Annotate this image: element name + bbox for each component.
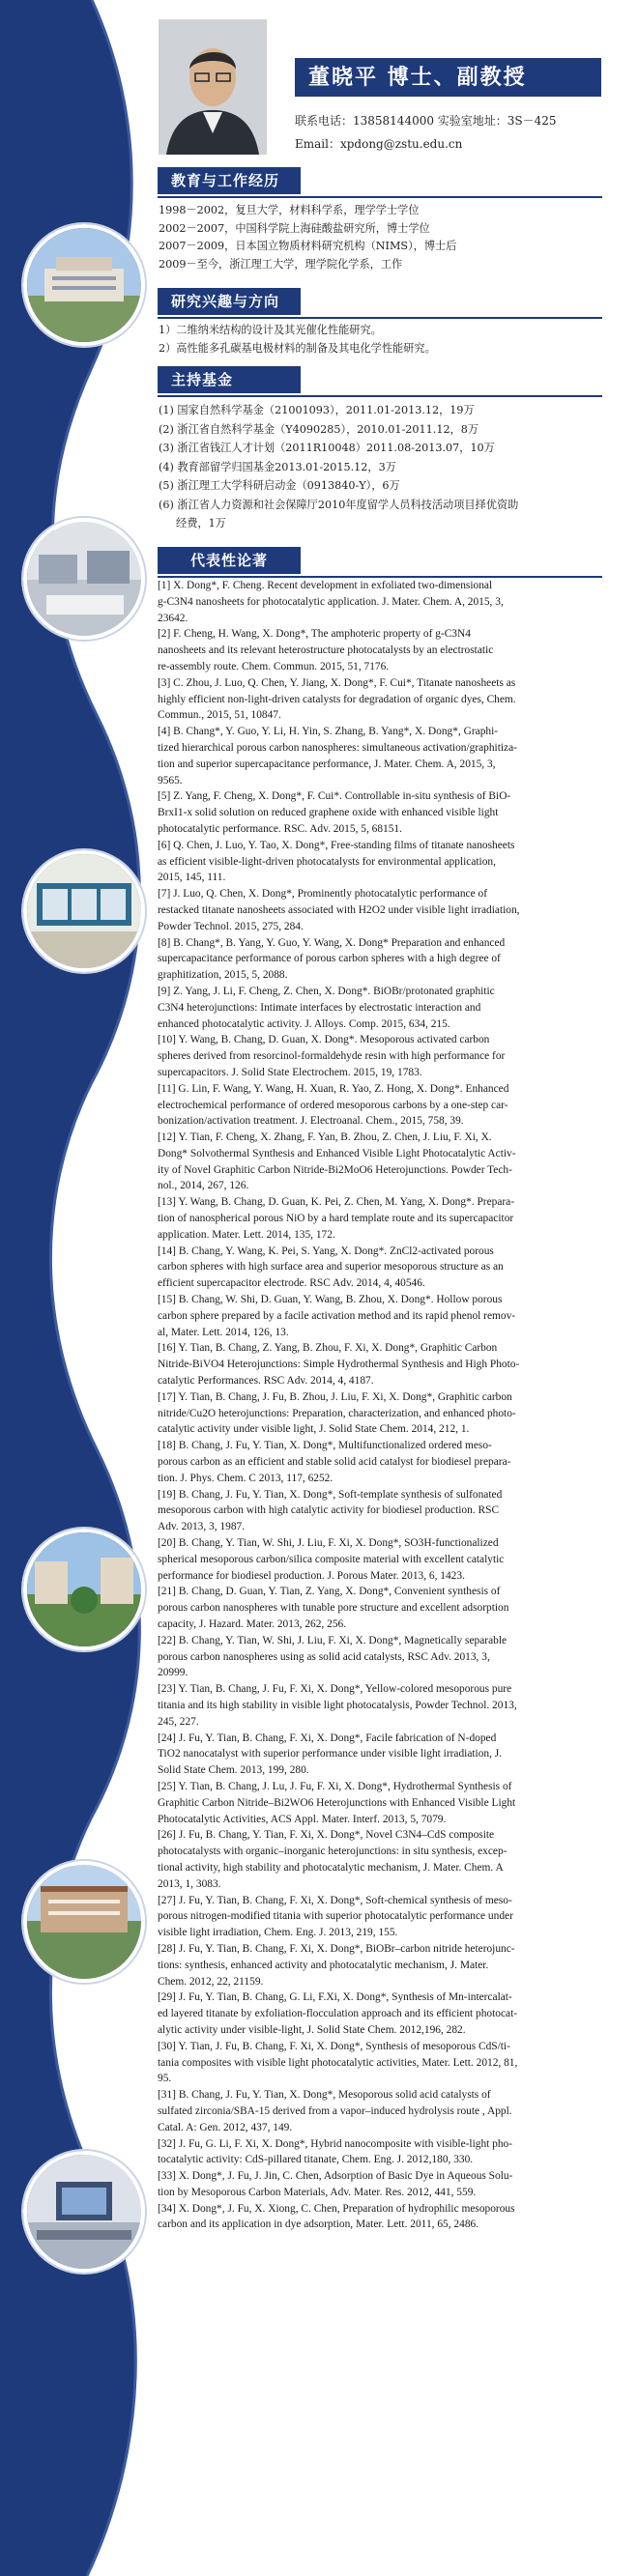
campus-photo-6 (23, 2151, 145, 2273)
publication-line: as efficient visible-light-driven photocatalysts for environmental application, (158, 855, 496, 868)
publication-line: Chem. 2012, 22, 21159. (158, 1975, 264, 1988)
publication-line: mesoporous carbon with high catalytic activity for biodiesel production. RSC (158, 1504, 500, 1517)
publication-line: [4] B. Chang*, Y. Guo, Y. Li, H. Yin, S. Zhang, B. Yang*, X. Dong*, Graphi- (158, 726, 499, 738)
publication-line: tion and superior supercapacitance performance, J. Mater. Chem. A, 2015, 3, (158, 758, 496, 770)
publication-line: [6] Q. Chen, J. Luo, Y. Tao, X. Dong*, Free-standing films of titanate nanosheets (158, 839, 515, 851)
publication-entry (158, 2168, 603, 2201)
publication-line: Solid State Chem. 2013, 199, 280. (158, 1764, 309, 1777)
publication-entry (158, 1032, 603, 1080)
publication-line: catalytic Performances. RSC Adv. 2014, 4, 4187. (158, 1375, 374, 1388)
publication-line: [15] B. Chang, W. Shi, D. Guan, Y. Wang, B. Zhou, X. Dong*. Hollow porous (158, 1294, 503, 1306)
publication-line: Photocatalytic Activities, ACS Appl. Mater. Interf. 2013, 5, 7079. (158, 1813, 447, 1825)
portrait-photo (159, 19, 267, 155)
education-item: 2009－至今，浙江理工大学，理学院化学系，工作 (159, 257, 403, 271)
publication-entry (158, 1081, 603, 1130)
publication-line: BrxI1-x solid solution on reduced graphene oxide with enhanced visible light (158, 807, 499, 819)
publication-entry (158, 1487, 603, 1535)
section-funding-title: 主持基金 (158, 366, 301, 393)
publication-line: [14] B. Chang, Y. Wang, K. Pei, S. Yang, X. Dong*. ZnCl2-activated porous (158, 1245, 494, 1257)
publication-line: [28] J. Fu, Y. Tian, B. Chang, F. Xi, X. Dong*, BiOBr–carbon nitride heterojunc- (158, 1942, 515, 1955)
publication-line: Graphitic Carbon Nitride–Bi2WO6 Heterojunctions with Enhanced Visible Light (158, 1796, 516, 1809)
publication-line: [19] B. Chang, J. Fu, Y. Tian, X. Dong*, Soft-template synthesis of sulfonated (158, 1488, 503, 1501)
publication-line: 2015, 145, 111. (158, 872, 226, 884)
education-item: 1998－2002，复旦大学，材料科学系，理学学士学位 (159, 204, 420, 216)
publication-line: capacity, J. Hazard. Mater. 2013, 262, 256. (158, 1618, 347, 1630)
publication-entry (158, 1633, 603, 1681)
publication-line: [8] B. Chang*, B. Yang, Y. Guo, Y. Wang, X. Dong* Preparation and enhanced (158, 936, 506, 949)
publication-entry (158, 1681, 603, 1730)
publication-line: [9] Z. Yang, J. Li, F. Cheng, Z. Chen, X. Dong*. BiOBr/protonated graphitic (158, 985, 495, 997)
publication-line: 9565. (158, 774, 183, 787)
publication-entry (158, 675, 603, 724)
section-education-title: 教育与工作经历 (158, 167, 301, 194)
publication-line: [25] Y. Tian, B. Chang, J. Lu, J. Fu, F. Xi, X. Dong*, Hydrothermal Synthesis of (158, 1780, 512, 1792)
publication-line: [18] B. Chang, J. Fu, Y. Tian, X. Dong*, Multifunctionalized ordered meso- (158, 1440, 492, 1452)
publication-line: [27] J. Fu, Y. Tian, B. Chang, F. Xi, X. Dong*, Soft-chemical synthesis of meso- (158, 1894, 512, 1906)
publication-entry (158, 984, 603, 1032)
publication-list (158, 578, 603, 2233)
publication-line: al, Mater. Lett. 2014, 126, 13. (158, 1326, 289, 1338)
publication-line: Catal. A: Gen. 2012, 437, 149. (158, 2121, 293, 2133)
publication-line: tized hierarchical porous carbon nanospheres: simultaneous activation/graphitiza- (158, 741, 517, 754)
publication-entry (158, 1941, 603, 1989)
publication-line: [31] B. Chang, J. Fu, Y. Tian, X. Dong*, Mesoporous solid acid catalysts of (158, 2089, 491, 2102)
publication-entry (158, 1893, 603, 1941)
publication-line: sulfated zirconia/SBA-15 derived from a vapor–induced hydrolysis route , Appl. (158, 2104, 512, 2117)
publication-line: electrochemical performance of ordered mesoporous carbons by a one-step car- (158, 1099, 508, 1111)
contact-phone-address: 联系电话：13858144000 实验室地址：3S－425 (295, 114, 557, 128)
publication-line: carbon and its application in dye adsorption, Mater. Lett. 2011, 65, 2486. (158, 2218, 479, 2231)
publication-line: supercapacitors. J. Solid State Electrochem. 2015, 19, 1783. (158, 1066, 422, 1078)
funding-item: (2) 浙江省自然科学基金（Y4090285），2010.01-2011.12，8万 (159, 422, 479, 436)
education-list (159, 202, 601, 273)
publication-line: [17] Y. Tian, B. Chang, J. Fu, B. Zhou, J. Liu, F. Xi, X. Dong*, Graphitic carbon (158, 1390, 512, 1403)
name-title-banner: 董晓平 博士、副教授 (295, 58, 601, 97)
publication-line: [11] G. Lin, F. Wang, Y. Wang, H. Xuan, R. Yao, Z. Hong, X. Dong*. Enhanced (158, 1082, 509, 1095)
section-publications-title: 代表性论著 (158, 547, 301, 574)
publication-entry (158, 2136, 603, 2169)
funding-item: (1) 国家自然科学基金（21001093），2011.01-2013.12，19万 (159, 404, 475, 416)
publication-line: porous carbon as an efficient and stable solid acid catalyst for biodiesel prepara- (158, 1456, 511, 1469)
publication-line: nanosheets and its relevant heterostructure photocatalysts by an electrostatic (158, 644, 494, 657)
publication-line: [16] Y. Tian, B. Chang, Z. Yang, B. Zhou, F. Xi, X. Dong*, Graphitic Carbon (158, 1342, 498, 1355)
publication-line: re-assembly route. Chem. Commun. 2015, 51, 7176. (158, 660, 390, 673)
publication-line: Powder Technol. 2015, 275, 284. (158, 920, 304, 932)
publication-line: [3] C. Zhou, J. Luo, Q. Chen, Y. Jiang, X. Dong*, F. Cui*, Titanate nanosheets as (158, 676, 516, 689)
campus-photo-1 (23, 224, 145, 346)
publication-line: porous nitrogen-modified titania with superior photocatalytic performance under (158, 1910, 513, 1923)
publication-line: [30] Y. Tian, J. Fu, B. Chang, F. Xi, X. Dong*, Synthesis of mesoporous CdS/ti- (158, 2040, 510, 2052)
publication-entry (158, 1438, 603, 1486)
publication-line: nol., 2014, 267, 126. (158, 1180, 249, 1192)
publication-line: Adv. 2013, 3, 1987. (158, 1521, 246, 1533)
publication-entry (158, 2087, 603, 2135)
publication-line: titania and its high stability in visible light photocatalysis, Powder Technol. 2013, (158, 1699, 517, 1711)
section-education (158, 167, 602, 198)
publication-line: Dong* Solvothermal Synthesis and Enhanced Visible Light Photocatalytic Activ- (158, 1147, 516, 1159)
publication-line: [29] J. Fu, Y. Tian, B. Chang, G. Li, F.Xi, X. Dong*, Synthesis of Mn-intercalat- (158, 1991, 512, 2004)
publication-line: [10] Y. Wang, B. Chang, D. Guan, X. Dong*. Mesoporous activated carbon (158, 1034, 490, 1046)
section-research-title: 研究兴趣与方向 (158, 288, 301, 315)
publication-line: TiO2 nanocatalyst with superior performance under visible light irradiation, J. (158, 1748, 503, 1760)
publication-line: 245, 227. (158, 1715, 199, 1728)
publication-line: visible light irradiation, Chem. Eng. J. 2013, 219, 155. (158, 1927, 398, 1939)
publication-entry (158, 935, 603, 984)
publication-entry (158, 2039, 603, 2087)
publication-entry (158, 1827, 603, 1892)
publication-line: [20] B. Chang, Y. Tian, W. Shi, J. Liu, F. Xi, X. Dong*, SO3H-functionalized (158, 1537, 499, 1550)
publication-line: [13] Y. Wang, B. Chang, D. Guan, K. Pei, Z. Chen, M. Yang, X. Dong*. Prepara- (158, 1196, 515, 1209)
publication-entry (158, 1584, 603, 1632)
publication-entry (158, 1779, 603, 1827)
publication-line: Nitride-BiVO4 Heterojunctions: Simple Hydrothermal Synthesis and High Photo- (158, 1359, 520, 1371)
publication-entry (158, 724, 603, 788)
publication-line: efficient supercapacitor electrode. RSC Adv. 2014, 4, 40546. (158, 1277, 425, 1290)
publication-line: C3N4 heterojunctions: Intimate interfaces by electrostatic interaction and (158, 1001, 481, 1014)
publication-entry (158, 1989, 603, 2038)
publication-entry (158, 1194, 603, 1243)
education-item: 2007－2009，日本国立物质材料研究机构（NIMS），博士后 (159, 240, 457, 252)
publication-entry (158, 1731, 603, 1779)
publication-line: highly efficient non-light-driven catalysts for degradation of organic dyes, Chem. (158, 693, 516, 705)
publication-line: tions: synthesis, enhanced activity and photocatalytic mechanism, J. Mater. (158, 1959, 489, 1971)
publication-line: [33] X. Dong*, J. Fu, J. Jin, C. Chen, Adsorption of Basic Dye in Aqueous Solu- (158, 2170, 513, 2183)
publication-entry (158, 838, 603, 886)
publication-line: [12] Y. Tian, F. Cheng, X. Zhang, F. Yan, B. Zhou, Z. Chen, J. Liu, F. Xi, X. (158, 1131, 492, 1144)
publication-line: tional activity, high stability and photocatalytic mechanism, J. Mater. Chem. A (158, 1861, 504, 1874)
funding-item: (5) 浙江理工大学科研启动金（0913840-Y），6万 (159, 479, 400, 492)
funding-item: (6) 浙江省人力资源和社会保障厅2010年度留学人员科技活动项目择优资助 (159, 498, 519, 511)
publication-entry (158, 788, 603, 837)
publication-line: [24] J. Fu, Y. Tian, B. Chang, F. Xi, X. Dong*, Facile fabrication of N-doped (158, 1732, 497, 1744)
publication-line: restacked titanate nanosheets associated with H2O2 under visible light irradiation, (158, 903, 520, 916)
publication-line: [23] Y. Tian, B. Chang, J. Fu, F. Xi, X. Dong*, Yellow-colored mesoporous pure (158, 1683, 512, 1696)
funding-item: (4) 教育部留学归国基金2013.01-2015.12，3万 (159, 460, 396, 473)
publication-line: [34] X. Dong*, J. Fu, X. Xiong, C. Chen, Preparation of hydrophilic mesoporous (158, 2202, 515, 2215)
publication-line: 20999. (158, 1667, 188, 1679)
publication-entry (158, 1340, 603, 1388)
publication-line: [1] X. Dong*, F. Cheng. Recent development in exfoliated two-dimensional (158, 580, 493, 591)
publication-line: alytic activity under visible-light, J. Solid State Chem. 2012,196, 282. (158, 2023, 466, 2036)
publication-entry (158, 1389, 603, 1438)
publication-line: [2] F. Cheng, H. Wang, X. Dong*, The amphoteric property of g-C3N4 (158, 628, 471, 641)
publication-line: spherical mesoporous carbon/silica composite material with excellent catalytic (158, 1553, 505, 1565)
funding-item: (3) 浙江省钱江人才计划（2011R10048）2011.08-2013.07，10万 (159, 442, 495, 454)
publication-line: g-C3N4 nanosheets for photocatalytic application. J. Mater. Chem. A, 2015, 3, (158, 595, 504, 608)
publication-line: tion by Mesoporous Carbon Materials, Adv. Mater. Res. 2012, 441, 559. (158, 2186, 477, 2198)
publication-line: graphitization, 2015, 5, 2088. (158, 969, 288, 982)
publication-entry (158, 626, 603, 674)
publication-line: [7] J. Luo, Q. Chen, X. Dong*, Prominently photocatalytic performance of (158, 888, 488, 901)
publication-line: [5] Z. Yang, F. Cheng, X. Dong*, F. Cui*. Controllable in-situ synthesis of BiO- (158, 790, 511, 803)
publication-line: 23642. (158, 612, 188, 624)
publication-entry (158, 2201, 603, 2234)
publication-line: tion. J. Phys. Chem. C 2013, 117, 6252. (158, 1472, 334, 1484)
funding-item: 经费，1万 (176, 517, 226, 530)
campus-photo-3 (23, 850, 145, 972)
research-item: 1）二维纳米结构的设计及其光催化性能研究。 (159, 324, 382, 336)
publication-line: application. Mater. Lett. 2014, 135, 172. (158, 1228, 335, 1241)
publication-line: tania composites with visible light photocatalytic activities, Mater. Lett. 2012, 81, (158, 2056, 518, 2069)
section-research (158, 288, 602, 319)
publication-line: 95. (158, 2073, 172, 2085)
publication-line: ity of Novel Graphitic Carbon Nitride-Bi2MoO6 Heterojunctions. Powder Tech- (158, 1163, 512, 1176)
publication-line: [21] B. Chang, D. Guan, Y. Tian, Z. Yang, X. Dong*, Convenient synthesis of (158, 1586, 501, 1598)
campus-photo-5 (23, 1861, 145, 1983)
publication-line: tocatalytic activity: CdS-pillared titanate, Chem. Eng. J. 2012,180, 330. (158, 2154, 474, 2166)
publication-line: photocatalytic performance. RSC. Adv. 2015, 5, 68151. (158, 822, 402, 835)
contact-email: Email：xpdong@zstu.edu.cn (295, 137, 463, 151)
research-list (159, 322, 601, 358)
publication-line: performance for biodiesel production. J. Porous Mater. 2013, 6, 1423. (158, 1569, 465, 1582)
publication-entry (158, 1130, 603, 1194)
publication-line: [26] J. Fu, B. Chang, Y. Tian, F. Xi, X. Dong*, Novel C3N4–CdS composite (158, 1829, 495, 1842)
publication-line: porous carbon nanospheres using as solid acid catalysts, RSC Adv. 2013, 3, (158, 1650, 490, 1663)
section-funding (158, 366, 602, 397)
publication-line: Commun., 2015, 51, 10847. (158, 709, 281, 722)
publication-line: [32] J. Fu, G. Li, F. Xi, X. Dong*, Hybrid nanocomposite with visible-light pho- (158, 2137, 513, 2150)
publication-entry (158, 1292, 603, 1340)
publication-entry (158, 578, 603, 626)
publication-line: enhanced photocatalytic activity. J. Alloys. Comp. 2015, 634, 215. (158, 1017, 450, 1030)
publication-line: carbon spheres with high surface area and superior mesoporous structure as an (158, 1261, 504, 1274)
publication-line: spheres derived from resorcinol-formaldehyde resin with high performance for (158, 1050, 506, 1063)
education-item: 2002－2007，中国科学院上海硅酸盐研究所，博士学位 (159, 221, 430, 235)
publication-line: supercapacitance performance of porous carbon spheres with a high degree of (158, 953, 501, 965)
publication-line: photocatalysts with organic–inorganic heterojunctions: in situ synthesis, excep- (158, 1846, 508, 1858)
publication-line: catalytic activity under visible light, J. Solid State Chem. 2014, 212, 1. (158, 1423, 470, 1436)
campus-photo-2 (23, 518, 145, 640)
publication-line: nitride/Cu2O heterojunctions: Preparation, characterization, and enhanced photo- (158, 1407, 516, 1419)
publication-line: ed layered titanate by exfoliation-flocculation approach and its efficient photocat- (158, 2008, 518, 2020)
publication-entry (158, 1535, 603, 1584)
publication-entry (158, 1244, 603, 1292)
funding-list (159, 401, 601, 533)
publication-line: tion of nanospherical porous NiO by a hard template route and its supercapacitor (158, 1213, 514, 1225)
publication-line: 2013, 1, 3083. (158, 1877, 221, 1890)
campus-photo-4 (23, 1529, 145, 1650)
publication-line: porous carbon nanospheres with tunable pore structure and excellent adsorption (158, 1602, 509, 1615)
publication-line: [22] B. Chang, Y. Tian, W. Shi, J. Liu, F. Xi, X. Dong*, Magnetically separable (158, 1634, 508, 1646)
publication-line: bonization/activation treatment. J. Electroanal. Chem., 2015, 758, 39. (158, 1115, 464, 1128)
section-publications (158, 547, 602, 578)
publication-entry (158, 886, 603, 934)
publication-line: carbon sphere prepared by a facile activation method and its rapid phenol remov- (158, 1309, 516, 1322)
research-item: 2）高性能多孔碳基电极材料的制备及其电化学性能研究。 (159, 341, 436, 355)
